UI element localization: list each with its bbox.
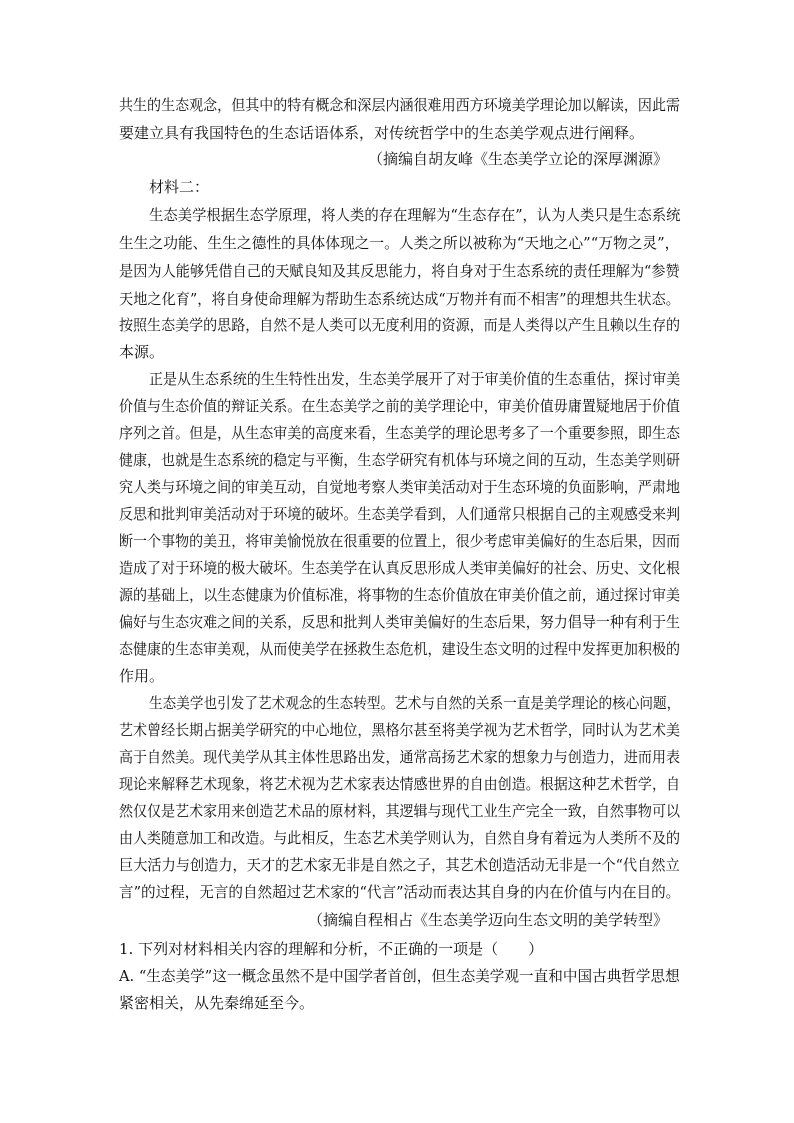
paragraph-line: 生态美学也引发了艺术观念的生态转型。艺术与自然的关系一直是美学理论的核心问题， <box>149 694 681 712</box>
option-a-line: 紧密相关，从先秦绵延至今。 <box>119 994 315 1012</box>
paragraph-line: 反思和批判审美活动对于环境的破坏。生态美学看到，人们通常只根据自己的主观感受来判 <box>119 505 681 523</box>
paragraph-line: 巨大活力与创造力，天才的艺术家无非是自然之子，其艺术创造活动无非是一个“代自然立 <box>119 856 680 874</box>
paragraph-line: 高于自然美。现代美学从其主体性思路出发，通常高扬艺术家的想象力与创造力，进而用表 <box>119 748 681 766</box>
paragraph-line: 本源。 <box>119 343 165 361</box>
paragraph-line: 价值与生态价值的辩证关系。在生态美学之前的美学理论中，审美价值毋庸置疑地居于价值 <box>119 397 681 415</box>
citation-source-2: （摘编自程相占《生态美学迈向生态文明的美学转型》 <box>307 911 668 929</box>
paragraph-line: 要建立具有我国特色的生态话语体系，对传统哲学中的生态美学观点进行阐释。 <box>119 124 645 142</box>
paragraph-line: 断一个事物的美丑，将审美愉悦放在很重要的位置上，很少考虑审美偏好的生态后果，因而 <box>119 532 681 550</box>
paragraph-line: 生态美学根据生态学原理，将人类的存在理解为“生态存在”，认为人类只是生态系统 <box>149 206 681 224</box>
paragraph-line: 正是从生态系统的生生特性出发，生态美学展开了对于审美价值的生态重估，探讨审美 <box>149 370 681 388</box>
paragraph-line: 共生的生态观念，但其中的特有概念和深层内涵很难用西方环境美学理论加以解读，因此需 <box>119 96 681 114</box>
paragraph-line: 按照生态美学的思路，自然不是人类可以无度利用的资源，而是人类得以产生且赖以生存的 <box>119 316 681 334</box>
paragraph-line: 态健康的生态审美观，从而使美学在拯救生态危机，建设生态文明的过程中发挥更加积极的 <box>119 640 681 658</box>
paragraph-line: 现论来解释艺术现象，将艺术视为艺术家表达情感世界的自由创造。根据这种艺术哲学，自 <box>119 775 681 793</box>
paragraph-line: 究人类与环境之间的审美互动，自觉地考察人类审美活动对于生态环境的负面影响，严肃地 <box>119 478 681 496</box>
paragraph-line: 由人类随意加工和改造。与此相反，生态艺术美学则认为，自然自身有着远为人类所不及的 <box>119 829 681 847</box>
paragraph-line: 源的基础上，以生态健康为价值标准，将事物的生态价值放在审美价值之前，通过探讨审美 <box>119 586 681 604</box>
paragraph-line: 偏好与生态灾难之间的关系，反思和批判人类审美偏好的生态后果，努力倡导一种有利于生 <box>119 613 681 631</box>
paragraph-line: 天地之化育”，将自身使命理解为帮助生态系统达成“万物并有而不相害”的理想共生状态。 <box>119 290 680 308</box>
paragraph-line: 健康，也就是生态系统的稳定与平衡，生态学研究有机体与环境之间的互动，生态美学则研 <box>119 451 681 469</box>
paragraph-line: 艺术曾经长期占据美学研究的中心地位，黑格尔甚至将美学视为艺术哲学，同时认为艺术美 <box>119 721 681 739</box>
paragraph-line: 然仅仅是艺术家用来创造艺术品的原材料，其逻辑与现代工业生产完全一致，自然事物可以 <box>119 802 681 820</box>
section-heading-material-2: 材料二： <box>149 178 210 196</box>
paragraph-line: 造成了对于环境的极大破坏。生态美学在认真反思形成人类审美偏好的社会、历史、文化根 <box>119 559 681 577</box>
paragraph-line: 言”的过程，无言的自然超过艺术家的“代言”活动而表达其自身的内在价值与内在目的。 <box>119 883 681 901</box>
paragraph-line: 生生之功能、生生之德性的具体体现之一。人类之所以被称为“天地之心”“万物之灵”， <box>119 234 680 252</box>
option-a-line: A. “生态美学”这一概念虽然不是中国学者首创，但生态美学观一直和中国古典哲学思想 <box>119 967 680 985</box>
question-stem: 1. 下列对材料相关内容的理解和分析，不正确的一项是（ ） <box>119 940 544 958</box>
paragraph-line: 作用。 <box>119 667 165 685</box>
paragraph-line: 序列之首。但是，从生态审美的高度来看，生态美学的理论思考多了一个重要参照，即生态 <box>119 424 681 442</box>
citation-source-1: （摘编自胡友峰《生态美学立论的深厚渊源》 <box>367 150 668 168</box>
paragraph-line: 是因为人能够凭借自己的天赋良知及其反思能力，将自身对于生态系统的责任理解为“参赞 <box>119 262 680 280</box>
